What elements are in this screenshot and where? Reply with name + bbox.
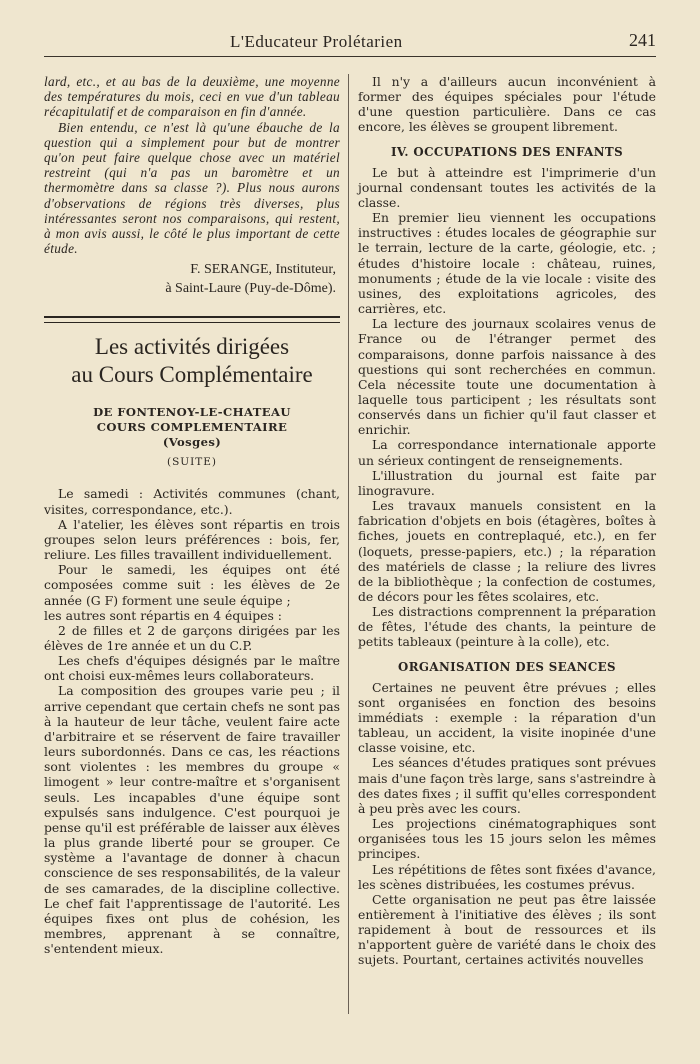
signature-name: F. SERANGE, Instituteur, [190,262,336,278]
body-paragraph: Cette organisation ne peut pas être laissée entièrement à l'initiative des élèves ; ils sont rapidement à bout de ressources et ils n'apportent guère de variété dans le choix des sujets. Pourtant, certaines activités nouvelles [358,891,656,968]
column-divider [348,74,349,1014]
body-paragraph: Les chefs d'équipes désignés par le maître ont choisi eux-mêmes leurs collaborateurs. [44,653,340,684]
school-heading-line: (Vosges) [162,435,222,450]
signature-place: à Saint-Laure (Puy-de-Dôme). [165,281,336,297]
body-paragraph: La correspondance internationale apporte un sérieux contingent de renseignements. [358,437,656,468]
body-paragraph: Les projections cinématographiques sont organisées tous les 15 jours selon les mêmes principes. [358,816,656,862]
school-heading [44,405,340,450]
italic-paragraph: lard, etc., et au bas de la deuxième, une moyenne des températures du mois, ceci en vue d'un tableau récapitulatif et de comparaison en fin d'année. [44,74,340,120]
body-paragraph: Pour le samedi, les équipes ont été composées comme suit : les élèves de 2e année (G F) forment une seule équipe ; [44,562,340,608]
body-paragraph: La lecture des journaux scolaires venus de France ou de l'étranger permet des comparaisons, donne parfois naissance à des questions qui sont recherchées en commun. Cela nécessite toute une documentation à laquelle tous participent ; les résultats sont conservés dans un fichier qu'il faut classer et enrichir. [358,316,656,438]
section-heading: ORGANISATION DES SEANCES [398,659,616,674]
body-paragraph: Les distractions comprennent la préparation de fêtes, l'étude des chants, la peinture de petits tableaux (peinture à la colle), etc. [358,604,656,650]
body-paragraph: Le but à atteindre est l'imprimerie d'un journal condensant toutes les activités de la classe. [358,164,656,210]
running-header [44,30,656,57]
section-heading: IV. OCCUPATIONS DES ENFANTS [390,144,623,159]
previous-article-ending [44,74,340,256]
body-paragraph: Il n'y a d'ailleurs aucun inconvénient à former des équipes spéciales pour l'étude d'une question particulière. Dans ce cas encore, les élèves se groupent librement. [358,74,656,135]
left-column [44,74,340,956]
body-paragraph: En premier lieu viennent les occupations instructives : études locales de géographie sur le terrain, lecture de la carte, géologie, etc. ; études d'histoire locale : château, ruines, monuments ; étude de la vie locale : visite des usines, des exploitations agricoles, des carrières, etc. [358,210,656,317]
body-paragraph: La composition des groupes varie peu ; il arrive cependant que certain chefs ne sont pas à la hauteur de leur tâche, veulent faire acte d'arbitraire et se réservent de faire travailler leurs subordonnés. Dans ce cas, les réactions sont violentes : les membres du groupe « limogent » leur contre-maître et s'organisent seuls. Les incapables d'une équipe sont expulsés sans indulgence. C'est pourquoi je pense qu'il est préférable de laisser aux élèves la plus grande liberté pour se grouper. Ce système a l'avantage de donner à chacun conscience de ses responsabilités, de la valeur de ses camarades, de la discipline collective. Le chef fait l'apprentissage de l'autorité. Les équipes fixes ont plus de cohésion, les membres, apprenant à se connaître, s'entendent mieux. [44,683,340,957]
body-paragraph: Certaines ne peuvent être prévues ; elles sont organisées en fonction des besoins immédiats : exemple : la réparation d'un tableau, un accident, la visite inopinée d'une classe voisine, etc. [358,679,656,756]
article-title-line: au Cours Complémentaire [71,362,313,388]
body-paragraph: Les séances d'études pratiques sont prévues mais d'une façon très large, sans s'astreindre à des dates fixes ; il suffit qu'elles correspondent à peu près avec les cours. [358,755,656,816]
body-paragraph: les autres sont répartis en 4 équipes : [44,607,282,623]
journal-title: L'Educateur Prolétarien [230,32,403,51]
article-title [44,333,340,389]
body-paragraph: Les répétitions de fêtes sont fixées d'avance, les scènes distribuées, les costumes prévus. [358,861,656,892]
right-column [358,74,656,968]
author-signature [44,260,340,298]
body-paragraph: Le samedi : Activités communes (chant, visites, correspondance, etc.). [44,486,340,517]
section-separator [44,316,340,323]
school-heading-line: COURS COMPLEMENTAIRE [96,420,288,435]
article-title-line: Les activités dirigées [94,334,290,360]
body-paragraph: Les travaux manuels consistent en la fabrication d'objets en bois (étagères, boîtes à fiches, jouets en contreplaqué, etc.), en fer (loquets, presse-papiers, etc.) ; la réparation des matériels de classe ; la reliure des livres de la bibliothèque ; la confection de costumes, de décors pour les fêtes scolaires, etc. [358,498,656,604]
body-paragraph: 2 de filles et 2 de garçons dirigées par les élèves de 1re année et un du C.P. [44,622,340,653]
continuation-label: (SUITE) [166,456,218,469]
school-heading-line: DE FONTENOY-LE-CHATEAU [93,405,291,420]
body-paragraph: L'illustration du journal est faite par linogravure. [358,467,656,498]
body-paragraph: A l'atelier, les élèves sont répartis en trois groupes selon leurs préférences : bois, fer, reliure. Les filles travaillent individuellement. [44,516,340,563]
italic-paragraph: Bien entendu, ce n'est là qu'une ébauche de la question qui a simplement pour but de montrer qu'on peut faire quelque chose avec un matériel restreint (qui n'a pas un baromètre et un thermomètre dans sa classe ?). Plus nous aurons d'observations de régions très diverses, plus intéressantes seront nos comparaisons, qui restent, à mon avis aussi, le côté le plus important de cette étude. [44,119,340,257]
article-body-left [44,486,340,956]
page-number: 241 [629,30,656,50]
